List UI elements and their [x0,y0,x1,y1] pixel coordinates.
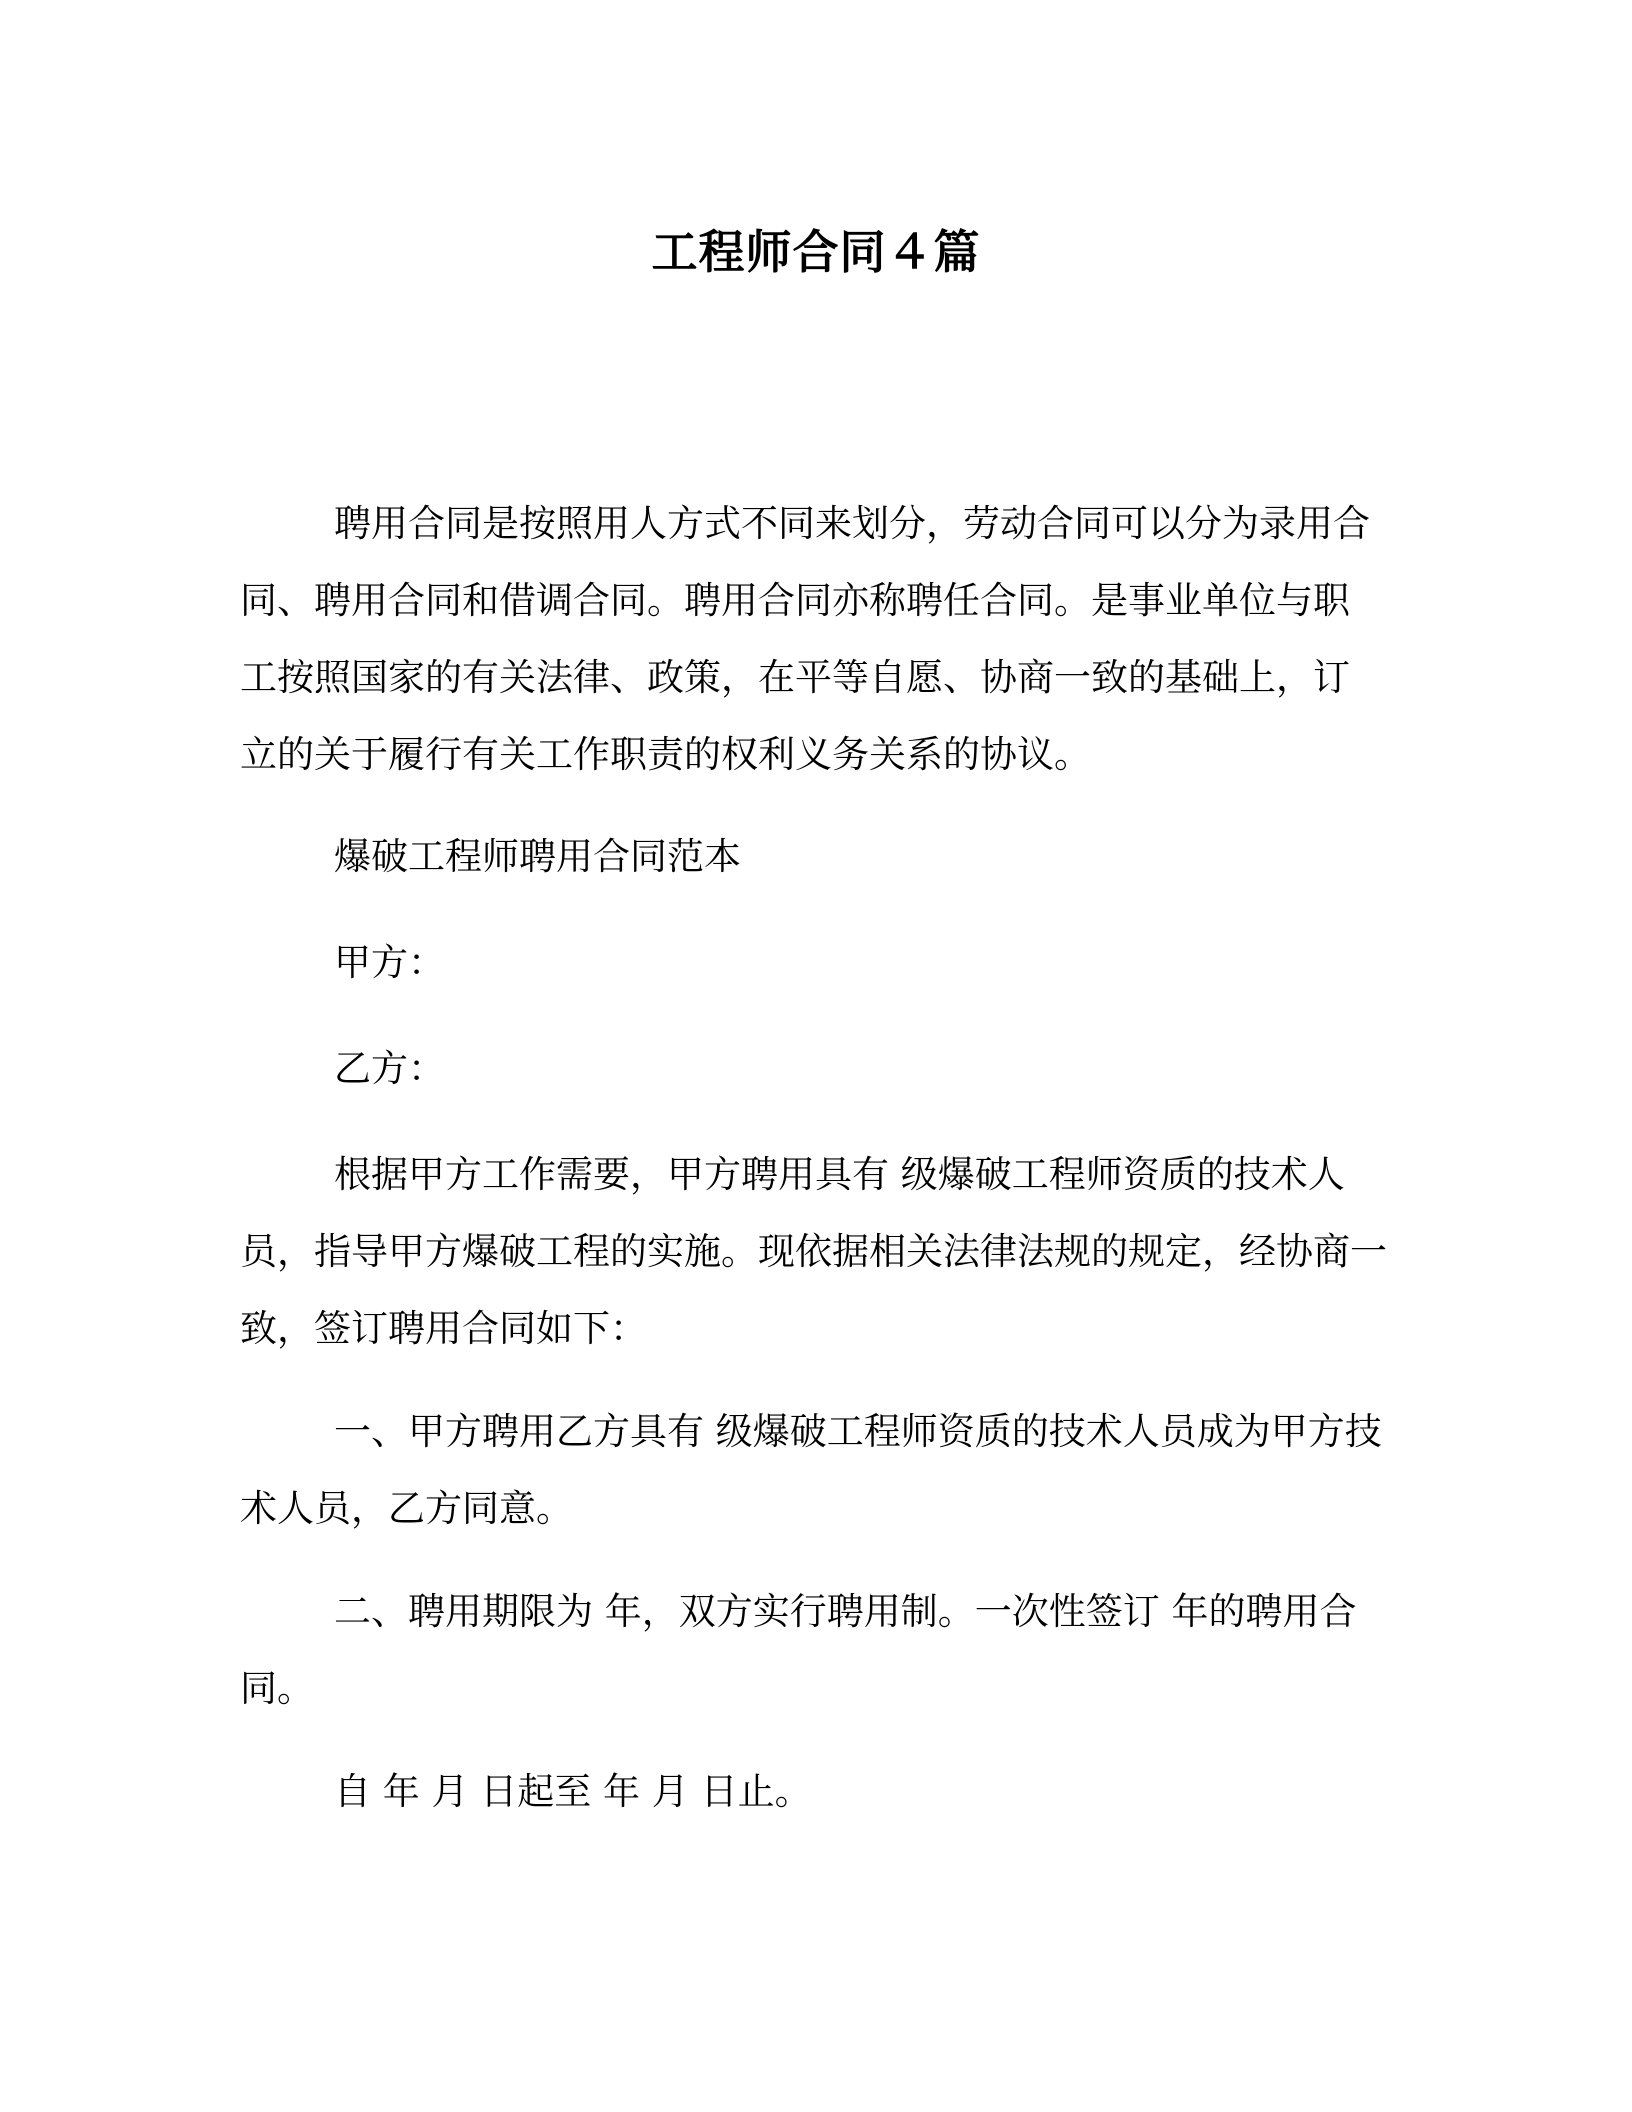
paragraph-clause-2: 二、聘用期限为 年，双方实行聘用制。一次性签订 年的聘用合同。 [240,1590,1357,1710]
paragraph-party-b: 乙方： [334,1047,445,1090]
paragraph-contract-heading: 爆破工程师聘用合同范本 [334,835,741,878]
paragraph-clause-1: 一、甲方聘用乙方具有 级爆破工程师资质的技术人员成为甲方技术人员，乙方同意。 [240,1410,1382,1530]
paragraph-basis: 根据甲方工作需要，甲方聘用具有 级爆破工程师资质的技术人员，指导甲方爆破工程的实施。现依据相关法律法规的规定，经协商一致，签订聘用合同如下： [240,1153,1387,1350]
paragraph-term-dates: 自 年 月 日起至 年 月 日止。 [334,1770,812,1813]
paragraph-party-a: 甲方： [334,941,445,984]
paragraph-intro: 聘用合同是按照用人方式不同来划分，劳动合同可以分为录用合同、聘用合同和借调合同。聘用合同亦称聘任合同。是事业单位与职工按照国家的有关法律、政策，在平等自愿、协商一致的基础上，订立的关于履行有关工作职责的权利义务关系的协议。 [240,502,1370,776]
document-title: 工程师合同４篇 [651,225,981,279]
